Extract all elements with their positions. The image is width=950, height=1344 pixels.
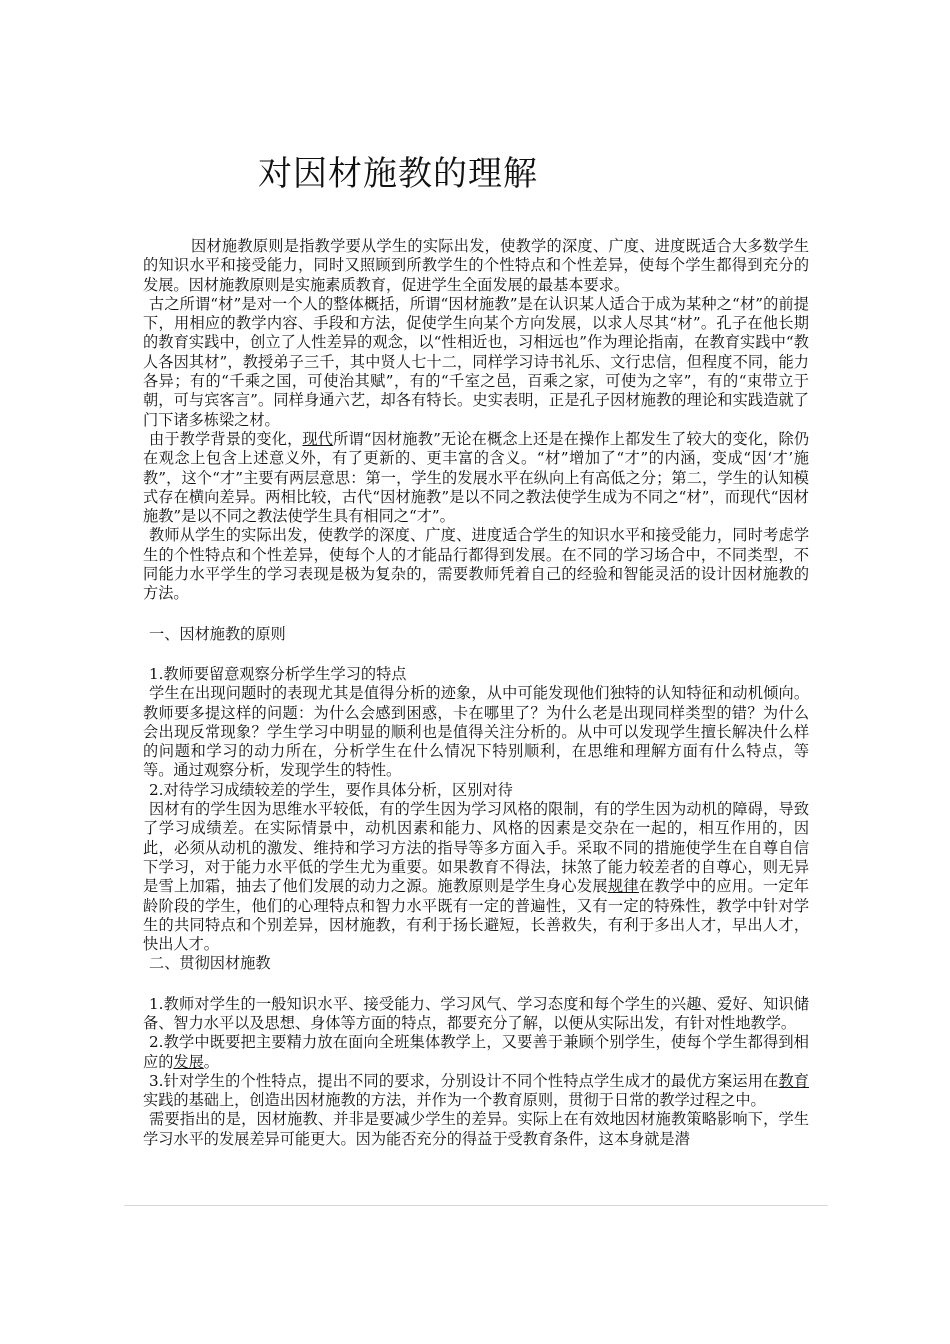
paragraph-point-3 (143, 1072, 809, 1111)
link-law[interactable]: 规律 (607, 877, 639, 896)
paragraph-observe: 学生在出现问题时的表现尤其是值得分析的迹象，从中可能发现他们独特的认知特征和动机倾向。教师要多提这样的问题：为什么会感到困惑，卡在哪里了？为什么老是出现同样类型的错？为什么会出现反常现象？学生学习中明显的顺利也是值得关注分析的。从中可以发现学生擅长解决什么样的问题和学习的动力所在，分析学生在什么情况下特别顺利，在思维和理解方面有什么特点，等等。通过观察分析，发现学生的特性。 (143, 684, 809, 780)
text-segment: 3.针对学生的个性特点，提出不同的要求，分别设计不同个性特点学生成才的最优方案运用在 (149, 1071, 779, 1090)
paragraph-teacher-practice: 教师从学生的实际出发，使教学的深度、广度、进度适合学生的知识水平和接受能力，同时考虑学生的个性特点和个性差异，使每个人的才能品行都得到发展。在不同的学习场合中，不同类型，不同能力水平学生的学习表现是极为复杂的，需要教师凭着自己的经验和智能灵活的设计因材施教的方法。 (143, 526, 809, 603)
text-segment: 因材有的学生因为思维水平较低，有的学生因为学习风格的限制，有的学生因为动机的障碍，导致了学习成绩差。在实际情景中，动机因素和能力、风格的因素是交杂在一起的，相互作用的，因此，必须从动机的激发、维持和学习方法的指导等多方面入手。采取不同的措施使学生在自尊自信下学习，对于能力水平低的学生尤为重要。如果教育不得法，抹煞了能力较差者的自尊心，则无异是雪上加霜，抽去了他们发展的动力之源。施教原则是学生身心发展 (143, 800, 809, 896)
text-segment: 。 (203, 1052, 219, 1071)
paragraph-modern-meaning (143, 430, 809, 526)
text-segment: 2.教学中既要把主要精力放在面向全班集体教学上，又要善于兼顾个别学生，使每个学生都得到相应的 (143, 1033, 809, 1071)
paragraph-weak-students (143, 800, 809, 954)
page-bottom-divider (124, 1205, 828, 1206)
text-segment: 实践的基础上，创造出因材施教的方法，并作为一个教育原则，贯彻于日常的教学过程之中。 (143, 1091, 766, 1110)
section-heading-principles: 一、因材施教的原则 (149, 624, 286, 643)
link-modern[interactable]: 现代 (302, 429, 334, 448)
text-segment: 在教学中的应用。一定年龄阶段的学生，他们的心理特点和智力水平既有一定的普遍性，又有一定的特殊性，教学中针对学生的共同特点和个别差异，因材施教，有利于扬长避短，长善救失，有利于多出人才，早出人才，快出人才。 (143, 877, 810, 954)
subheading-weak-students: 2.对待学习成绩较差的学生，要作具体分析，区别对待 (149, 780, 513, 799)
section-heading-implementation: 二、贯彻因材施教 (149, 954, 271, 973)
text-segment: 所谓“因材施教”无论在概念上还是在操作上都发生了较大的变化，除仍在观念上包含上述意义外，有了更新的、更丰富的含义。“材”增加了“才”的内涵，变成“因‘才’施教”，这个“才”主要有两层意思：第一，学生的发展水平在纵向上有高低之分；第二，学生的认知模式存在横向差异。两相比较，古代“因材施教”是以不同之教法使学生成为不同之“材”，而现代“因材施教”是以不同之教法使学生具有相同之“才”。 (143, 429, 810, 526)
paragraph-point-2 (143, 1033, 809, 1072)
page-title: 对因材施教的理解 (258, 154, 538, 194)
link-development[interactable]: 发展 (173, 1052, 204, 1071)
text-segment: 由于教学背景的变化， (149, 429, 303, 448)
paragraph-note: 需要指出的是，因材施教、并非是要减少学生的差异。实际上在有效地因材施教策略影响下，学生学习水平的发展差异可能更大。因为能否充分的得益于受教育条件，这本身就是潜 (143, 1110, 809, 1148)
subheading-observe: 1.教师要留意观察分析学生学习的特点 (149, 664, 407, 683)
paragraph-intro: 因材施教原则是指教学要从学生的实际出发，使教学的深度、广度、进度既适合大多数学生的知识水平和接受能力，同时又照顾到所教学生的个性特点和个性差异，使每个学生都得到充分的发展。因材施教原则是实施素质教育，促进学生全面发展的最基本要求。 (143, 237, 809, 294)
paragraph-point-1: 1.教师对学生的一般知识水平、接受能力、学习风气、学习态度和每个学生的兴趣、爱好、知识储备、智力水平以及思想、身体等方面的特点，都要充分了解，以便从实际出发，有针对性地教学。 (143, 994, 809, 1032)
document-body (143, 237, 809, 1149)
paragraph-ancient-meaning: 古之所谓“材”是对一个人的整体概括，所谓“因材施教”是在认识某人适合于成为某种之“材”的前提下，用相应的教学内容、手段和方法，促使学生向某个方向发展，以求人尽其“材”。孔子在他长期的教育实践中，创立了人性差异的观念，以“性相近也，习相远也”作为理论指南，在教育实践中“教人各因其材”，教授弟子三千，其中贤人七十二，同样学习诗书礼乐、文行忠信，但程度不同，能力各异；有的“千乘之国，可使治其赋”，有的“千室之邑，百乘之家，可使为之宰”，有的“束带立于朝，可与宾客言”。同样身通六艺，却各有特长。史实表明，正是孔子因材施教的理论和实践造就了门下诸多栋梁之材。 (143, 294, 809, 429)
link-education[interactable]: 教育 (778, 1071, 809, 1090)
